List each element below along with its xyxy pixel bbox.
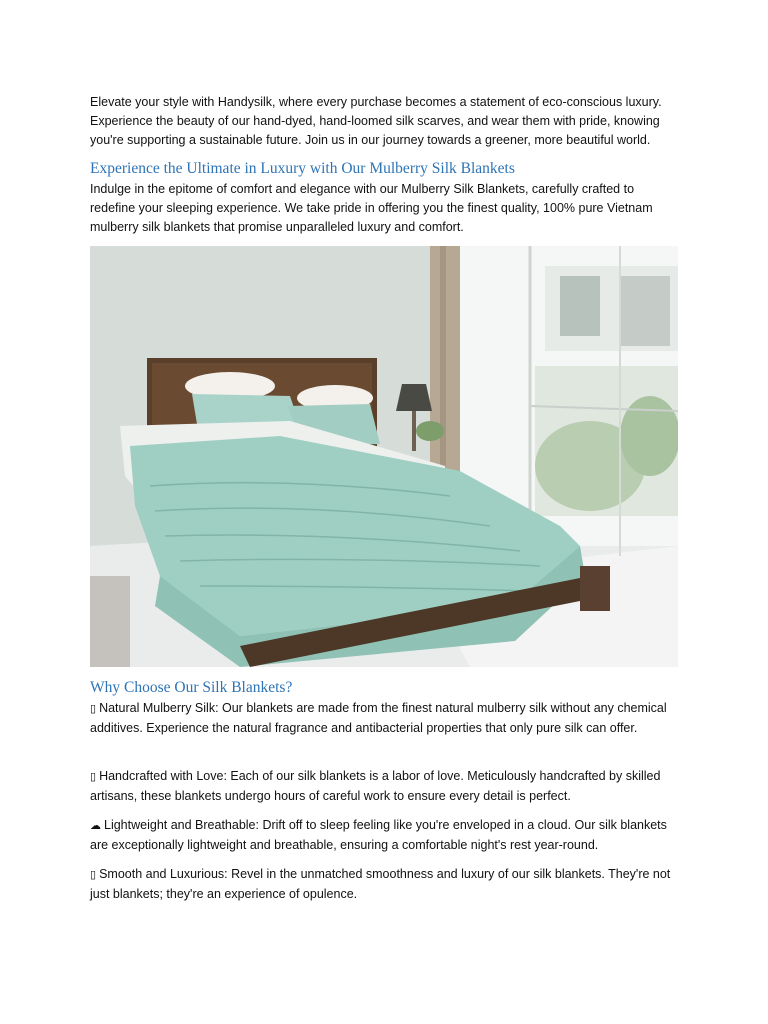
feature-text: Handcrafted with Love: Each of our silk blankets is a labor of love. Meticulously handcrafted by skilled artisans, these blankets undergo hours of careful work to ensure every detail is perfect. [90, 769, 661, 803]
intro-paragraph: Elevate your style with Handysilk, where every purchase becomes a statement of eco-conscious luxury. Experience the beauty of our hand-dyed, hand-loomed silk scarves, and wear them with pride, knowing you're supporting a sustainable future. Join us in our journey towards a greener, more beautiful world. [90, 95, 662, 147]
bedroom-photo [90, 246, 678, 667]
feature-text: Smooth and Luxurious: Revel in the unmatched smoothness and luxury of our silk blankets. They're not just blankets; they're an experience of opulence. [90, 867, 671, 901]
section-heading-why-choose: Why Choose Our Silk Blankets? [90, 679, 293, 696]
feature-text: Lightweight and Breathable: Drift off to sleep feeling like you're enveloped in a cloud. Our silk blankets are exceptionally lightweight and breathable, ensuring a comfortable night's rest year-round. [90, 818, 667, 852]
section-heading-luxury: Experience the Ultimate in Luxury with Our Mulberry Silk Blankets [90, 160, 515, 177]
feature-item [90, 816, 680, 855]
missing-glyph-icon: ▯ [90, 703, 97, 715]
missing-glyph-icon: ▯ [90, 771, 97, 783]
feature-item [90, 865, 680, 904]
feature-item [90, 699, 680, 738]
section-body-luxury: Indulge in the epitome of comfort and elegance with our Mulberry Silk Blankets, carefully crafted to redefine your sleeping experience. We take pride in offering you the finest quality, 100% pure Vietnam mulberry silk blankets that promise unparalleled luxury and comfort. [90, 182, 653, 234]
feature-text: Natural Mulberry Silk: Our blankets are made from the finest natural mulberry silk without any chemical additives. Experience the natural fragrance and antibacterial properties that only pure silk can offer. [90, 701, 667, 735]
missing-glyph-icon: ▯ [90, 869, 97, 881]
cloud-icon: ☁ [90, 820, 101, 832]
feature-item [90, 767, 680, 806]
